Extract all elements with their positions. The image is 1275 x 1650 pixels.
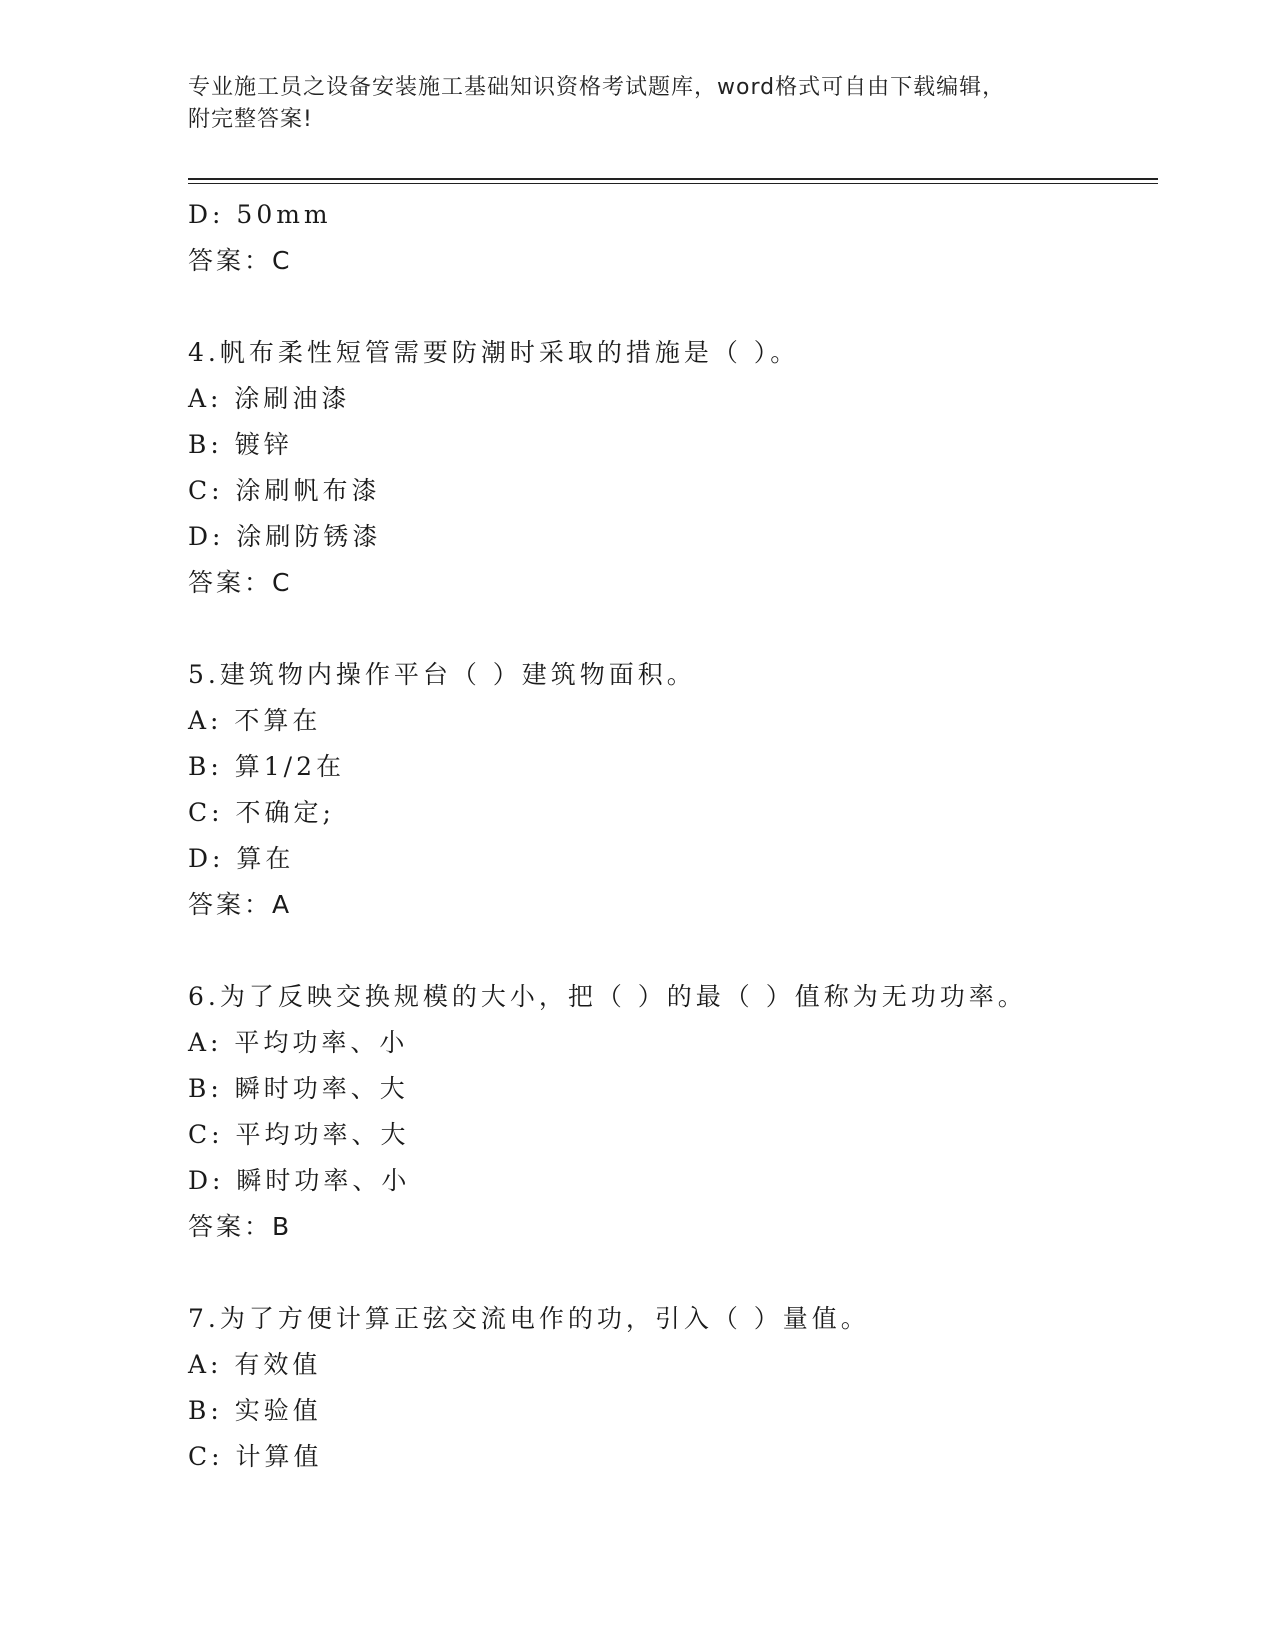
header-line-2: 附完整答案! [188, 107, 313, 132]
option-b: B: 实验值 [188, 1396, 322, 1425]
answer-line: 答案：C [188, 568, 293, 597]
document-header [188, 72, 1088, 136]
option-c: C: 平均功率、大 [188, 1120, 410, 1149]
option-d: D: 涂刷防锈漆 [188, 522, 382, 551]
option-c: C: 计算值 [188, 1442, 323, 1471]
spacer [188, 1250, 1148, 1296]
question-list [188, 192, 1148, 1480]
option-a: A: 涂刷油漆 [188, 384, 351, 413]
option-d: D: 算在 [188, 844, 295, 873]
header-divider-thin [188, 183, 1158, 184]
answer-line: 答案：A [188, 890, 293, 919]
option-a: A: 平均功率、小 [188, 1028, 409, 1057]
question-stem: 6.为了反映交换规模的大小，把（ ）的最（ ）值称为无功功率。 [188, 982, 1027, 1011]
question-stem: 5.建筑物内操作平台（ ）建筑物面积。 [188, 660, 696, 689]
spacer [188, 284, 1148, 330]
option-c: C: 涂刷帆布漆 [188, 476, 381, 505]
option-b: B: 镀锌 [188, 430, 293, 459]
spacer [188, 928, 1148, 974]
option-a: A: 不算在 [188, 706, 322, 735]
option-b: B: 瞬时功率、大 [188, 1074, 409, 1103]
header-divider-thick [188, 178, 1158, 180]
answer-line: 答案：C [188, 246, 293, 275]
option-a: A: 有效值 [188, 1350, 322, 1379]
option-c: C: 不确定; [188, 798, 335, 827]
option-d: D: 瞬时功率、小 [188, 1166, 411, 1195]
answer-line: 答案：B [188, 1212, 293, 1241]
option-d: D: 50mm [188, 200, 332, 229]
question-stem: 7.为了方便计算正弦交流电作的功，引入（ ）量值。 [188, 1304, 870, 1333]
header-line-1: 专业施工员之设备安装施工基础知识资格考试题库，word格式可自由下载编辑， [188, 75, 1006, 100]
option-b: B: 算1/2在 [188, 752, 345, 781]
question-stem: 4.帆布柔性短管需要防潮时采取的措施是（ ）。 [188, 338, 800, 367]
spacer [188, 606, 1148, 652]
